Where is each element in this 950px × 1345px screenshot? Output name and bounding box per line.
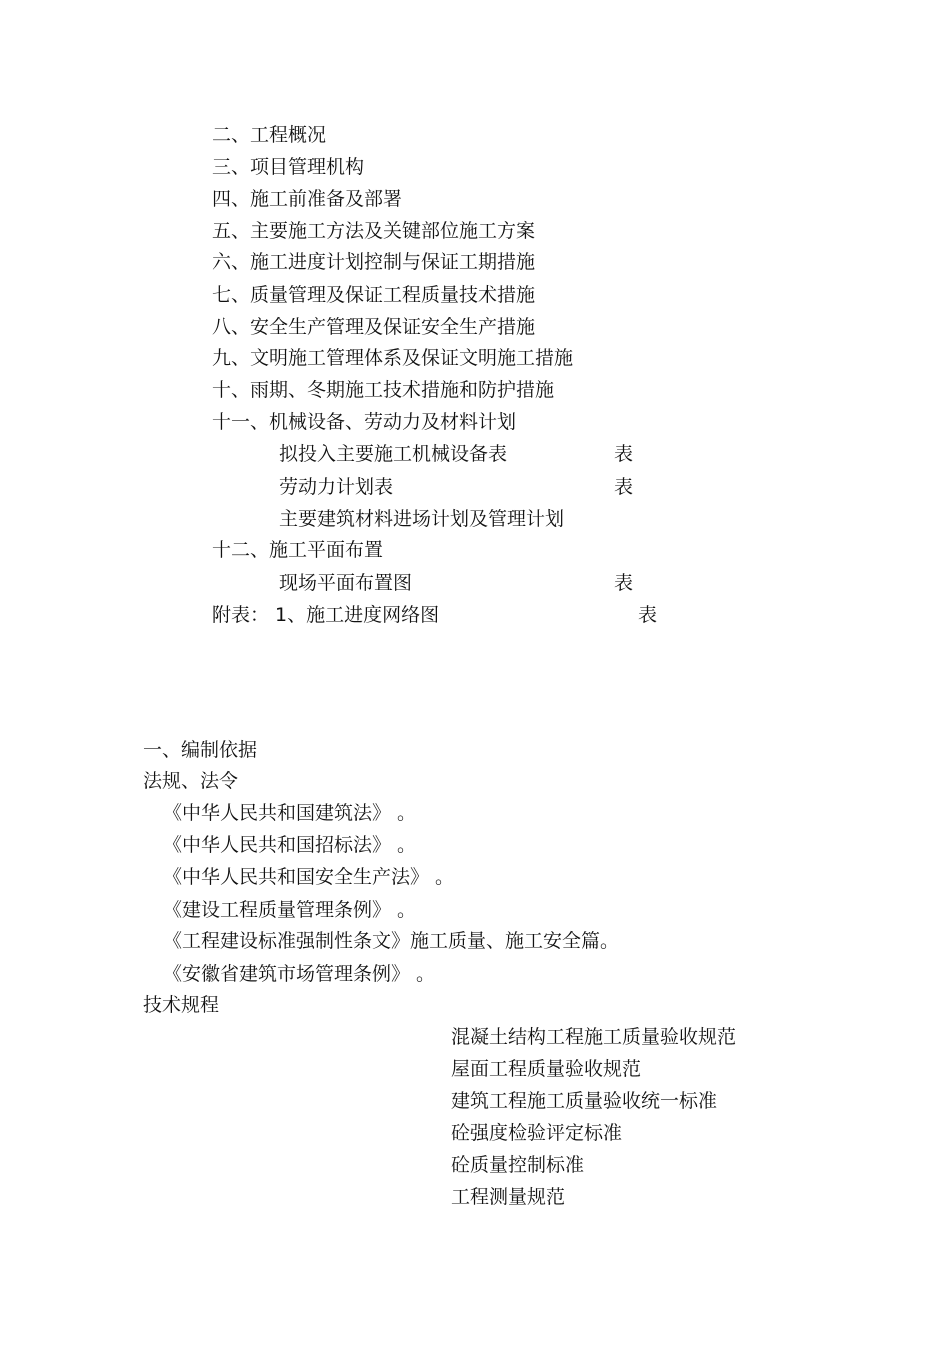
spec-item: 工程测量规范 (451, 1186, 566, 1208)
toc-item: 九、文明施工管理体系及保证文明施工措施 (212, 347, 574, 369)
section-heading: 一、编制依据 (143, 739, 258, 761)
law-item: 《建设工程质量管理条例》 。 (163, 899, 417, 921)
spec-item: 混凝土结构工程施工质量验收规范 (451, 1026, 737, 1048)
toc-item: 十二、施工平面布置 (212, 539, 384, 561)
law-item: 《工程建设标准强制性条文》施工质量、施工安全篇。 (163, 930, 620, 952)
toc-subitem: 劳动力计划表 (279, 476, 394, 498)
toc-item: 六、施工进度计划控制与保证工期措施 (212, 251, 536, 273)
law-item: 《中华人民共和国建筑法》 。 (163, 802, 417, 824)
spec-item: 砼质量控制标准 (451, 1154, 585, 1176)
toc-item: 五、主要施工方法及关键部位施工方案 (212, 220, 536, 242)
toc-item: 三、项目管理机构 (212, 156, 365, 178)
toc-subitem: 拟投入主要施工机械设备表 (279, 443, 508, 465)
toc-appendix: 附表： 1、施工进度网络图 (212, 604, 440, 626)
law-item: 《安徽省建筑市场管理条例》 。 (163, 963, 436, 985)
toc-item: 七、质量管理及保证工程质量技术措施 (212, 284, 536, 306)
toc-appendix-suffix: 表 (638, 604, 658, 626)
subsection-heading: 法规、法令 (143, 770, 239, 792)
spec-item: 砼强度检验评定标准 (451, 1122, 623, 1144)
toc-item: 二、工程概况 (212, 124, 327, 146)
law-item: 《中华人民共和国招标法》 。 (163, 834, 417, 856)
toc-subitem: 主要建筑材料进场计划及管理计划 (279, 508, 565, 530)
toc-item: 八、安全生产管理及保证安全生产措施 (212, 316, 536, 338)
toc-item: 四、施工前准备及部署 (212, 188, 403, 210)
toc-item: 十一、机械设备、劳动力及材料计划 (212, 411, 517, 433)
spec-item: 建筑工程施工质量验收统一标准 (451, 1090, 718, 1112)
spec-item: 屋面工程质量验收规范 (451, 1058, 642, 1080)
toc-item: 十、雨期、冬期施工技术措施和防护措施 (212, 379, 555, 401)
toc-subitem-suffix: 表 (614, 443, 634, 465)
toc-subitem-suffix: 表 (614, 476, 634, 498)
toc-subitem: 现场平面布置图 (279, 572, 413, 594)
law-item: 《中华人民共和国安全生产法》 。 (163, 866, 455, 888)
toc-subitem-suffix: 表 (614, 572, 634, 594)
subsection-heading: 技术规程 (143, 994, 220, 1016)
